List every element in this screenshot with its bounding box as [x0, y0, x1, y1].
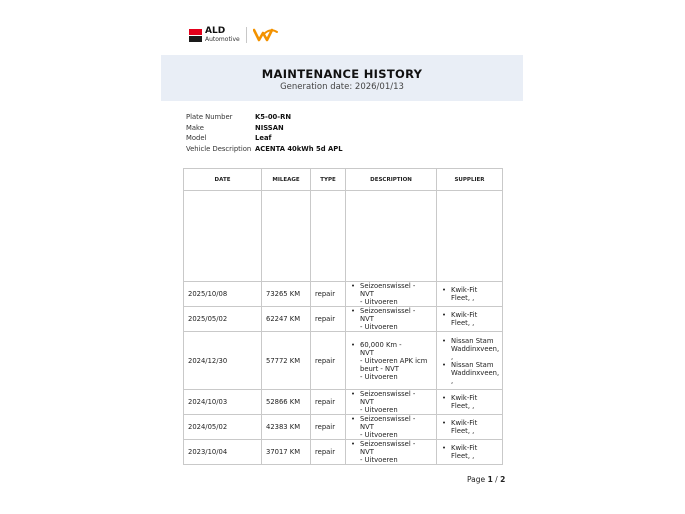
- model-value: Leaf: [255, 134, 272, 143]
- row-type: repair: [311, 415, 346, 440]
- row-supplier: [437, 440, 503, 465]
- plate-value: K5-00-RN: [255, 113, 292, 122]
- logo-divider: [246, 27, 247, 43]
- supplier-item: • Nissan Stam Waddinxveen, ,: [441, 361, 498, 385]
- model-label: Model: [186, 134, 207, 143]
- row-description: [346, 390, 437, 415]
- description-label: Vehicle Description: [186, 144, 252, 153]
- vehicle-model-row: [186, 133, 343, 144]
- vehicle-make-row: [186, 123, 343, 134]
- page-total: 2: [500, 475, 506, 484]
- ald-brand-primary: ALD: [205, 26, 226, 36]
- table-row: [184, 440, 503, 465]
- row-description: [346, 440, 437, 465]
- row-supplier: [437, 282, 503, 307]
- description-item: • Seizoenswissel - NVT - Uitvoeren: [350, 307, 432, 331]
- row-date: 2024/12/30: [184, 332, 262, 390]
- column-header-date: DATE: [184, 169, 262, 191]
- supplier-item: • Kwik-Fit Fleet, ,: [441, 444, 498, 460]
- row-description: [346, 415, 437, 440]
- row-mileage: 73265 KM: [262, 282, 311, 307]
- supplier-item: • Kwik-Fit Fleet, ,: [441, 286, 498, 302]
- supplier-item: • Kwik-Fit Fleet, ,: [441, 311, 498, 327]
- row-date: 2025/10/08: [184, 282, 262, 307]
- row-description: [346, 332, 437, 390]
- ald-logo-icon: [189, 29, 202, 42]
- vehicle-info: [186, 112, 343, 154]
- column-header-mileage: MILEAGE: [262, 169, 311, 191]
- make-value: NISSAN: [255, 123, 284, 132]
- row-supplier: [437, 390, 503, 415]
- row-type: repair: [311, 282, 346, 307]
- row-description: [346, 307, 437, 332]
- ald-logo-text: [205, 27, 240, 43]
- table-row: [184, 390, 503, 415]
- row-mileage: 57772 KM: [262, 332, 311, 390]
- maintenance-table: [183, 168, 503, 465]
- table-row: [184, 415, 503, 440]
- supplier-item: • Kwik-Fit Fleet, ,: [441, 419, 498, 435]
- make-label: Make: [186, 123, 204, 132]
- row-description: [346, 282, 437, 307]
- leaseplan-logo-icon: [253, 27, 279, 43]
- row-type: repair: [311, 307, 346, 332]
- row-type: repair: [311, 332, 346, 390]
- description-item: • Seizoenswissel - NVT - Uitvoeren: [350, 415, 432, 439]
- row-mileage: 42383 KM: [262, 415, 311, 440]
- plate-label: Plate Number: [186, 113, 233, 122]
- generation-date: Generation date: 2026/01/13: [280, 82, 404, 92]
- report-header: [161, 55, 523, 101]
- row-supplier: [437, 307, 503, 332]
- row-mileage: 52866 KM: [262, 390, 311, 415]
- row-date: 2024/10/03: [184, 390, 262, 415]
- table-row: [184, 307, 503, 332]
- logo-row: [189, 27, 279, 43]
- supplier-item: • Nissan Stam Waddinxveen, ,: [441, 337, 498, 361]
- table-empty-space-row: [184, 191, 503, 282]
- description-value: ACENTA 40kWh 5d APL: [255, 144, 343, 153]
- row-date: 2023/10/04: [184, 440, 262, 465]
- row-date: 2025/05/02: [184, 307, 262, 332]
- row-type: repair: [311, 390, 346, 415]
- row-type: repair: [311, 440, 346, 465]
- description-item: • Seizoenswissel - NVT - Uitvoeren: [350, 440, 432, 464]
- table-header-row: [184, 169, 503, 191]
- report-title: MAINTENANCE HISTORY: [261, 67, 423, 81]
- page-prefix: Page: [467, 475, 486, 484]
- table-row: [184, 282, 503, 307]
- row-date: 2024/05/02: [184, 415, 262, 440]
- row-supplier: [437, 332, 503, 390]
- row-mileage: 37017 KM: [262, 440, 311, 465]
- table-row: [184, 332, 503, 390]
- description-item: • 60,000 Km - NVT - Uitvoeren APK icm beurt - NVT - Uitvoeren: [350, 341, 432, 381]
- row-mileage: 62247 KM: [262, 307, 311, 332]
- column-header-supplier: SUPPLIER: [437, 169, 503, 191]
- page-current: 1: [487, 475, 493, 484]
- vehicle-plate-row: [186, 112, 343, 123]
- page-separator: /: [495, 475, 498, 484]
- page-indicator: [467, 475, 505, 484]
- vehicle-description-row: [186, 144, 343, 155]
- description-item: • Seizoenswissel - NVT - Uitvoeren: [350, 282, 432, 306]
- ald-brand-secondary: Automotive: [205, 36, 240, 43]
- supplier-item: • Kwik-Fit Fleet, ,: [441, 394, 498, 410]
- column-header-description: DESCRIPTION: [346, 169, 437, 191]
- description-item: • Seizoenswissel - NVT - Uitvoeren: [350, 390, 432, 414]
- row-supplier: [437, 415, 503, 440]
- column-header-type: TYPE: [311, 169, 346, 191]
